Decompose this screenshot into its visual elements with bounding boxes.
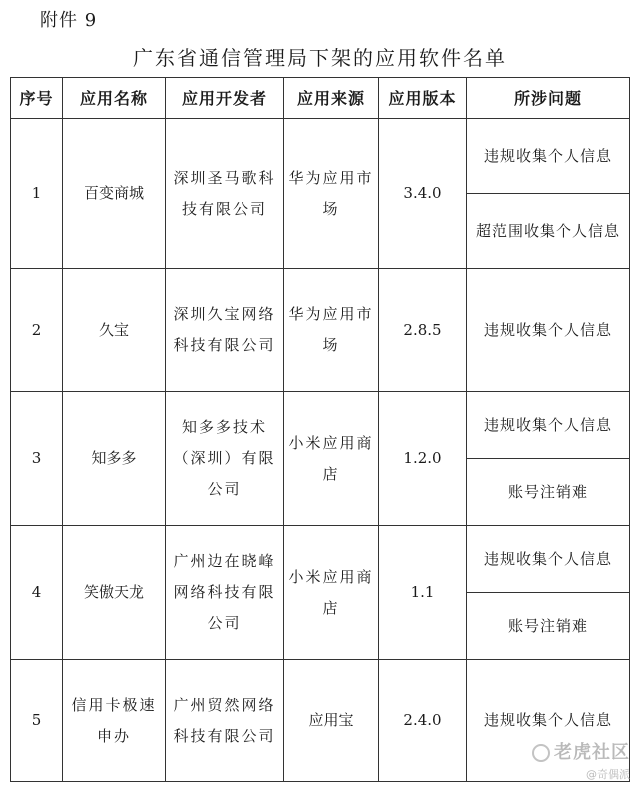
row-source: 应用宝 xyxy=(284,660,379,782)
row-source: 小米应用商店 xyxy=(284,392,379,526)
table-row xyxy=(11,526,630,593)
app-list-table xyxy=(10,77,630,782)
row-app-name: 百变商城 xyxy=(63,119,166,269)
header-developer: 应用开发者 xyxy=(166,78,284,119)
header-issues: 所涉问题 xyxy=(467,78,630,119)
watermark xyxy=(532,738,630,782)
row-index: 2 xyxy=(11,269,63,392)
row-issue: 违规收集个人信息 xyxy=(467,660,630,782)
row-developer: 深圳久宝网络科技有限公司 xyxy=(166,269,284,392)
watermark-main-text: 老虎社区 xyxy=(554,742,630,763)
row-issue: 违规收集个人信息 xyxy=(467,119,630,194)
row-version: 2.4.0 xyxy=(379,660,467,782)
row-issue: 账号注销难 xyxy=(467,593,630,660)
row-issue: 违规收集个人信息 xyxy=(467,526,630,593)
row-developer: 深圳圣马歌科技有限公司 xyxy=(166,119,284,269)
row-issue: 超范围收集个人信息 xyxy=(467,194,630,269)
table-row xyxy=(11,269,630,392)
attachment-label: 附件 9 xyxy=(40,10,98,31)
row-issue: 违规收集个人信息 xyxy=(467,269,630,392)
row-index: 4 xyxy=(11,526,63,660)
header-index: 序号 xyxy=(11,78,63,119)
row-source: 华为应用市场 xyxy=(284,119,379,269)
row-index: 3 xyxy=(11,392,63,526)
header-source: 应用来源 xyxy=(284,78,379,119)
row-app-name: 久宝 xyxy=(63,269,166,392)
row-index: 1 xyxy=(11,119,63,269)
tiger-logo-icon xyxy=(532,744,550,762)
row-developer: 知多多技术（深圳）有限公司 xyxy=(166,392,284,526)
row-app-name: 信用卡极速申办 xyxy=(63,660,166,782)
row-source: 小米应用商店 xyxy=(284,526,379,660)
row-version: 1.1 xyxy=(379,526,467,660)
watermark-sub: @奇偶派 xyxy=(586,768,630,781)
row-app-name: 笑傲天龙 xyxy=(63,526,166,660)
document-title: 广东省通信管理局下架的应用软件名单 xyxy=(133,46,507,70)
watermark-main xyxy=(532,738,630,764)
row-issue: 账号注销难 xyxy=(467,459,630,526)
row-version: 2.8.5 xyxy=(379,269,467,392)
row-source: 华为应用市场 xyxy=(284,269,379,392)
row-version: 3.4.0 xyxy=(379,119,467,269)
row-app-name: 知多多 xyxy=(63,392,166,526)
table-row xyxy=(11,119,630,194)
row-version: 1.2.0 xyxy=(379,392,467,526)
row-issue: 违规收集个人信息 xyxy=(467,392,630,459)
row-developer: 广州边在晓峰网络科技有限公司 xyxy=(166,526,284,660)
header-version: 应用版本 xyxy=(379,78,467,119)
header-app-name: 应用名称 xyxy=(63,78,166,119)
row-index: 5 xyxy=(11,660,63,782)
table-header-row xyxy=(11,78,630,119)
table-row xyxy=(11,392,630,459)
row-developer: 广州贸然网络科技有限公司 xyxy=(166,660,284,782)
